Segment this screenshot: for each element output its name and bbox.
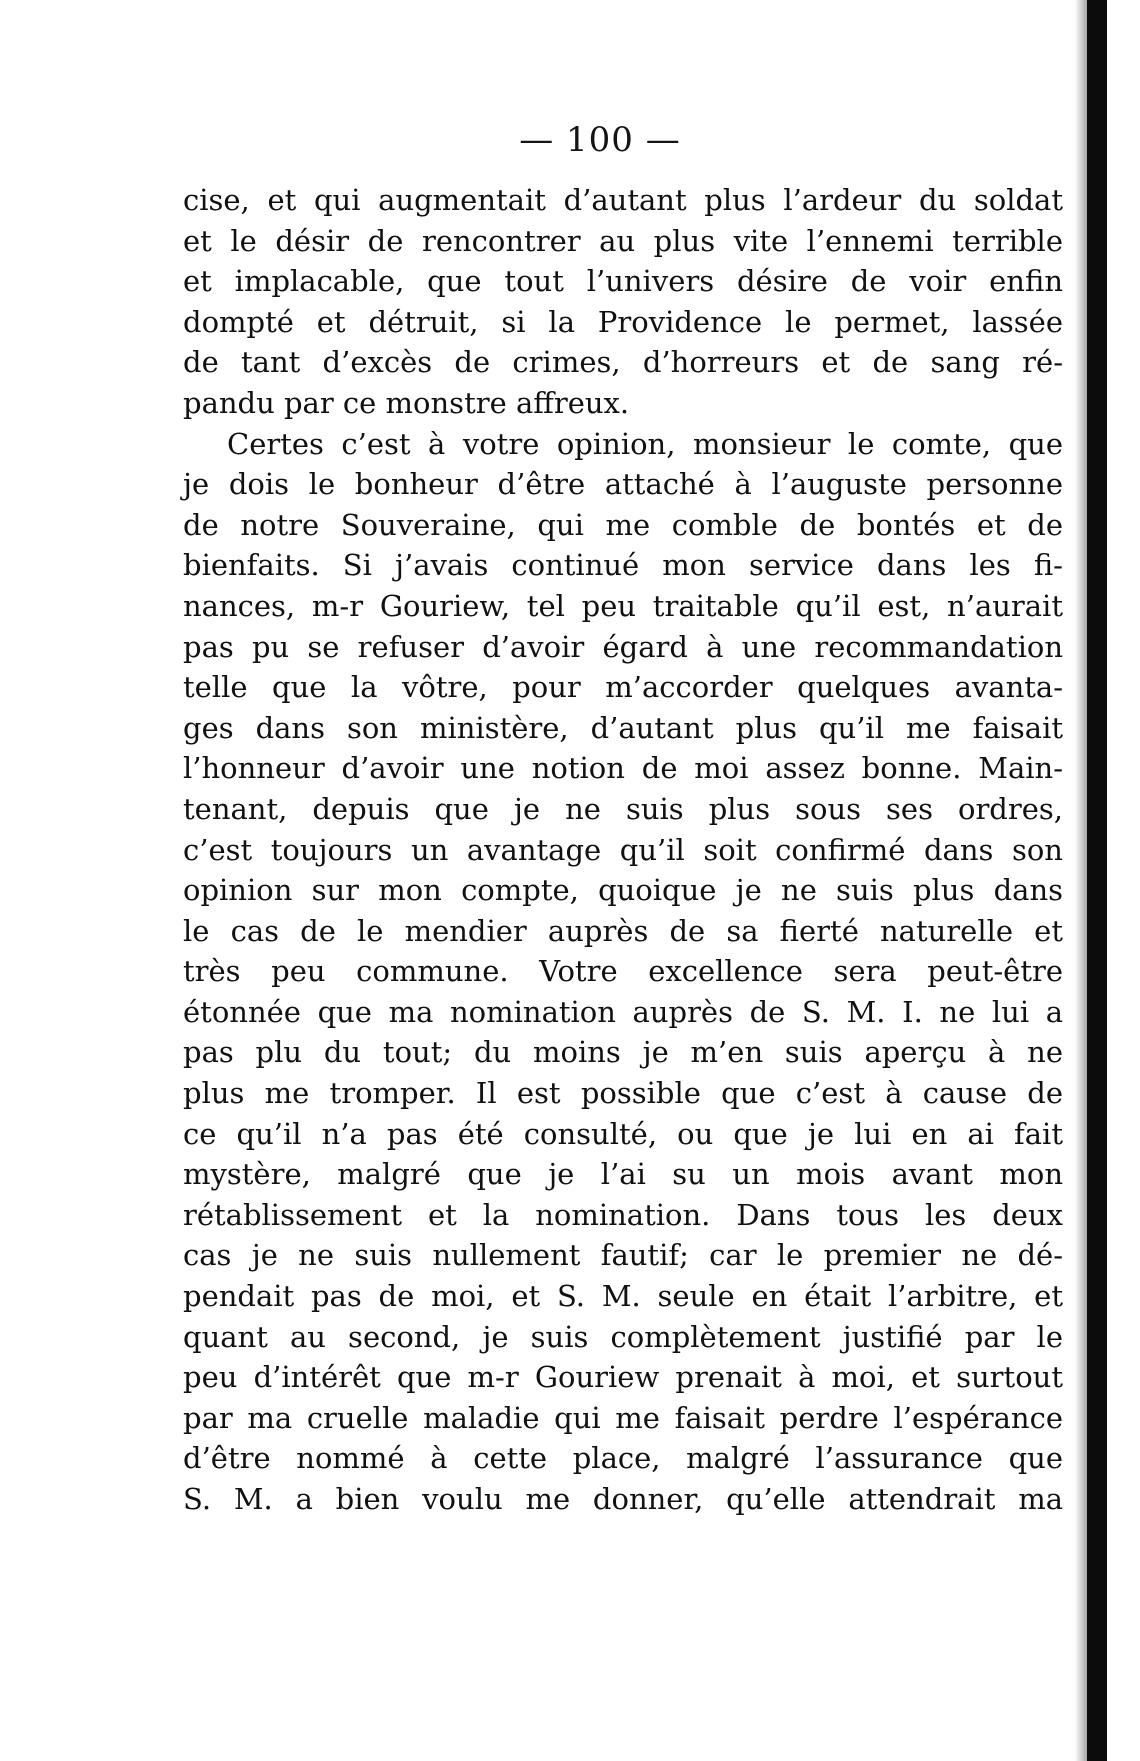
text-line: c’est toujours un avantage qu’il soit confirmé dans son xyxy=(183,832,1063,867)
text-line: plus me tromper. Il est possible que c’est à cause de xyxy=(183,1076,1063,1111)
text-line: le cas de le mendier auprès de sa fierté naturelle et xyxy=(183,913,1063,948)
text-line: très peu commune. Votre excellence sera peut-être xyxy=(183,954,1063,989)
text-line: cas je ne suis nullement fautif; car le premier ne dé- xyxy=(183,1238,1063,1273)
text-line: pendait pas de moi, et S. M. seule en était l’arbitre, et xyxy=(183,1279,1063,1314)
text-line: pas plu du tout; du moins je m’en suis aperçu à ne xyxy=(183,1035,1063,1070)
text-line: Certes c’est à votre opinion, monsieur le comte, que xyxy=(227,426,1063,461)
text-line: quant au second, je suis complètement justifié par le xyxy=(183,1319,1063,1354)
text-line: cise, et qui augmentait d’autant plus l’ardeur du soldat xyxy=(183,183,1063,217)
page-edge-shadow xyxy=(1087,0,1107,1761)
text-line: et le désir de rencontrer au plus vite l’ennemi terrible xyxy=(183,223,1063,258)
body-text xyxy=(183,180,1063,1520)
page-number: — 100 — xyxy=(519,120,681,160)
text-line: par ma cruelle maladie qui me faisait perdre l’espérance xyxy=(183,1400,1063,1435)
text-line: étonnée que ma nomination auprès de S. M. I. ne lui a xyxy=(183,994,1063,1029)
text-line: rétablissement et la nomination. Dans tous les deux xyxy=(183,1197,1063,1232)
text-line: peu d’intérêt que m-r Gouriew prenait à moi, et surtout xyxy=(183,1360,1063,1395)
text-line: tenant, depuis que je ne suis plus sous ses ordres, xyxy=(183,791,1063,826)
page-edge-fade xyxy=(1075,0,1087,1761)
text-line: ce qu’il n’a pas été consulté, ou que je lui en ai fait xyxy=(183,1116,1063,1151)
text-line: bienfaits. Si j’avais continué mon service dans les fi- xyxy=(183,548,1063,583)
text-line: pas pu se refuser d’avoir égard à une recommandation xyxy=(183,629,1063,664)
text-line: telle que la vôtre, pour m’accorder quelques avanta- xyxy=(183,670,1063,705)
text-line: S. M. a bien voulu me donner, qu’elle attendrait ma xyxy=(183,1482,1063,1516)
text-line: je dois le bonheur d’être attaché à l’auguste personne xyxy=(183,467,1063,502)
text-line: et implacable, que tout l’univers désire de voir enfin xyxy=(183,264,1063,299)
text-line: ges dans son ministère, d’autant plus qu’il me faisait xyxy=(183,710,1063,745)
text-line: d’être nommé à cette place, malgré l’assurance que xyxy=(183,1441,1063,1476)
text-line: l’honneur d’avoir une notion de moi assez bonne. Main- xyxy=(183,751,1063,786)
text-line: de tant d’excès de crimes, d’horreurs et de sang ré- xyxy=(183,345,1063,380)
text-line: mystère, malgré que je l’ai su un mois avant mon xyxy=(183,1157,1063,1192)
text-line: opinion sur mon compte, quoique je ne suis plus dans xyxy=(183,873,1063,908)
text-line: pandu par ce monstre affreux. xyxy=(183,385,630,420)
text-line: dompté et détruit, si la Providence le permet, lassée xyxy=(183,304,1063,339)
text-line: de notre Souveraine, qui me comble de bontés et de xyxy=(183,507,1063,542)
text-line: nances, m-r Gouriew, tel peu traitable qu’il est, n’aurait xyxy=(183,588,1063,623)
